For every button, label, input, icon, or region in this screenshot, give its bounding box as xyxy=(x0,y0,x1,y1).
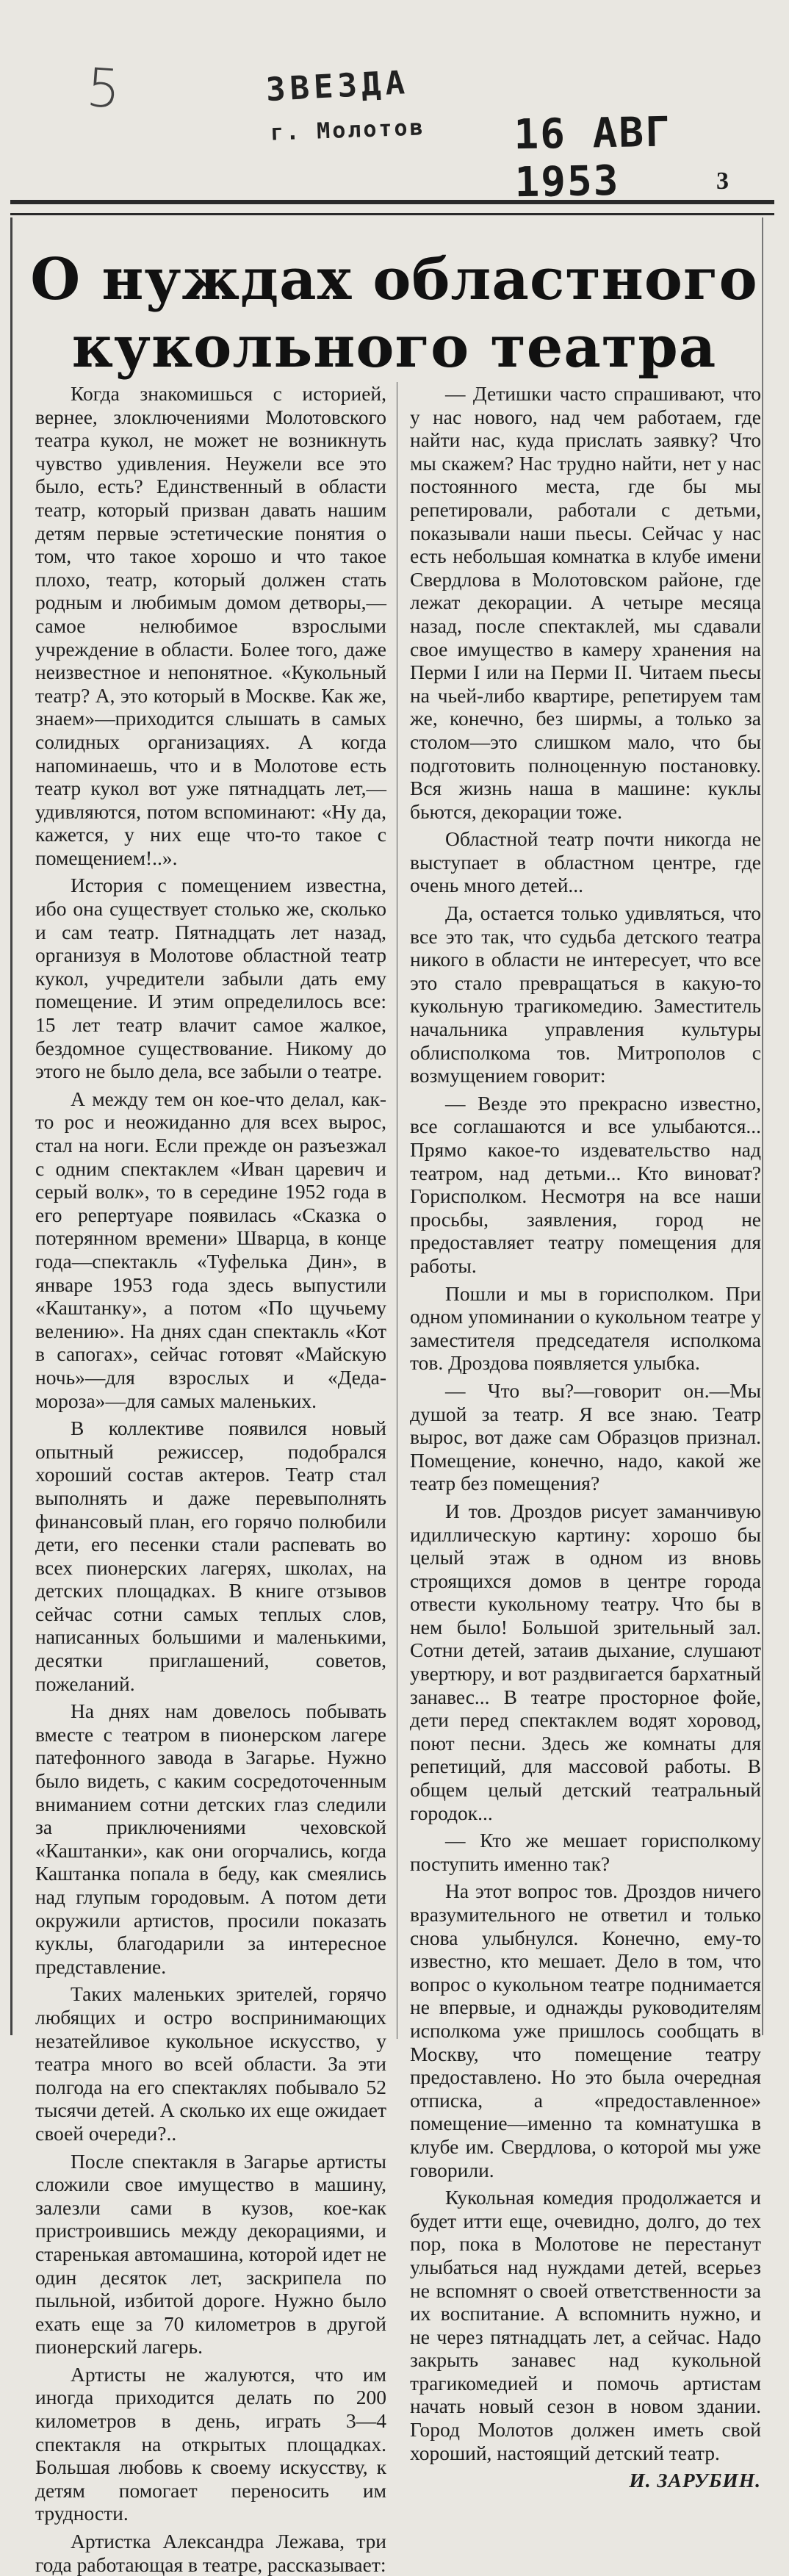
paragraph: — Кто же мешает горисполкому поступить именно так? xyxy=(410,1829,761,1875)
header-rule xyxy=(10,200,774,215)
paragraph: Таких маленьких зрителей, горячо любящих и остро воспринимающих незатейливое кукольное искусство, у театра много во всей области. За эти полгода на его спектаклях побывало 52 тысячи детей. А сколько их еще ожидает своей очереди?.. xyxy=(35,1982,386,2145)
newspaper-name-stamp: ЗВЕЗДА xyxy=(264,63,411,109)
paragraph: Кукольная комедия продолжается и будет итти еще, очевидно, долго, до тех пор, пока в Молотове не перестанут улыбаться над нуждами детей, всерьез не вспомнят о своей ответственности за их воспитание. А вспомнить нужно, и не через пятнадцать лет, а сейчас. Надо закрыть занавес над кукольной трагикомедией и помочь артистам начать новый сезон в новом здании. Город Молотов должен иметь свой хороший, настоящий детский театр. xyxy=(410,2186,761,2464)
paragraph: Артисты не жалуются, что им иногда приходится делать по 200 километров в день, играть 3—4 спектакля на открытых площадках. Большая любовь к своему искусству, к детям помогает переносить им трудности. xyxy=(35,2362,386,2525)
paragraph: А между тем он кое-что делал, как-то рос и неожиданно для всех вырос, стал на ноги. Если прежде он разъезжал с одним спектаклем «Иван царевич и серый волк», то в середине 1952 года в его репертуаре появилась «Сказка о потерянном времени» Шварца, в конце года—спектакль «Туфелька Дин», в январе 1953 года здесь выпустили «Каштанку», а потом «По щучьему велению». На днях сдан спектакль «Кот в сапогах», сейчас готовят «Майскую ночь»—для взрослых и «Деда-мороза»—для самых маленьких. xyxy=(35,1087,386,1412)
clipping-header xyxy=(0,0,788,213)
article-title xyxy=(0,246,788,381)
paragraph: На этот вопрос тов. Дроздов ничего вразумительного не ответил и только снова улыбнулся. Конечно, ему-то известно, кто мешает. Дело в том, что вопрос о кукольном театре поднимается не впервые, и однажды руководителям исполкома уже пришлось сообщать в Москву, что помещение театру предоставлено. Но это была очередная отписка, а «предоставленное» помещение—именно та комнатушка в клубе им. Свердлова, о которой мы уже говорили. xyxy=(410,1879,761,2181)
paragraph: — Что вы?—говорит он.—Мы душой за театр. Я все знаю. Театр вырос, вот даже сам Образцов признал. Помещение, конечно, надо, какой же театр без помещения? xyxy=(410,1378,761,1495)
handwritten-number: 5 xyxy=(84,56,123,120)
paragraph: После спектакля в Загарье артисты сложили свое имущество в машину, залезли сами в кузов, кое-как пристроившись между декорациями, и старенькая автомашина, которой идет не один десяток лет, заскрипела по пыльной, избитой дороге. Нужно было ехать еще за 70 километров в другой пионерский лагерь. xyxy=(35,2149,386,2359)
paragraph: Областной театр почти никогда не выступает в областном центре, где очень много детей... xyxy=(410,827,761,897)
paragraph: На днях нам довелось побывать вместе с театром в пионерском лагере патефонного завода в Загарье. Нужно было видеть, с каким сосредоточенным вниманием сотни детских глаз следили за приключениями чеховской «Каштанки», как они огорчались, когда Каштанка попала в беду, как смеялись над глупым городовым. А потом дети окружили артистов, просили показать куклы, благодарили за интересное представление. xyxy=(35,1699,386,1978)
article-title-line-2: кукольного театра xyxy=(71,314,717,381)
paragraph: Пошли и мы в горисполком. При одном упоминании о кукольном театре у заместителя председателя исполкома тов. Дроздова появляется улыбка. xyxy=(410,1281,761,1375)
page-number: 3 xyxy=(716,168,729,195)
author-signature: И. ЗАРУБИН. xyxy=(629,2469,761,2492)
newspaper-city-stamp: г. Молотов xyxy=(270,115,426,146)
paragraph: История с помещением известна, ибо она существует столько же, сколько и сам театр. Пятнадцать лет назад, организуя в Молотове областной театр кукол, учредители забыли дать ему помещение. И этим определилось все: 15 лет театр влачит самое жалкое, бездомное существование. Никому до этого не было дела, все забыли о театре. xyxy=(35,874,386,1083)
article-title-line-1: О нуждах областного xyxy=(30,246,758,313)
paragraph: — Детишки часто спрашивают, что у нас нового, над чем работаем, где найти нас, куда прислать заявку? Что мы скажем? Нас трудно найти, нет у нас постоянного места, где бы мы репетировали, работали с детьми, показывали наши пьесы. Сейчас у нас есть небольшая комнатка в клубе имени Свердлова в Молотовском районе, где лежат декорации. А четыре месяца назад, после спектаклей, мы сдавали свое имущество в камеру хранения на Перми I или на Перми II. Читаем пьесы на чьей-либо квартире, репетируем там же, конечно, без ширмы, а только за столом—это слишком мало, что бы подготовить полноценную постановку. Вся жизнь наша в машине: куклы бьются, декорации тоже. xyxy=(410,382,761,823)
paragraph: Артистка Александра Лежава, три года работающая в театре, рассказывает: xyxy=(35,2530,386,2576)
paragraph: Да, остается только удивляться, что все это так, что судьба детского театра никого в области не интересует, что все это стало превращаться в какую-то кукольную трагикомедию. Заместитель начальника управления культуры облисполкома тов. Митрополов с возмущением говорит: xyxy=(410,902,761,1087)
paragraph: Когда знакомишься с историей, вернее, злоключениями Молотовского театра кукол, не может не возникнуть чувство удивления. Неужели все это было, есть? Единственный в области театр, который призван давать нашим детям первые эстетические понятия о том, что такое хорошо и что такое плохо, театр, который должен стать родным и любимым домом детворы,—самое нелюбимое взрослыми учреждение в области. Более того, даже неизвестное и непонятное. «Кукольный театр? А, это который в Москве. Как же, знаем»—приходится слышать в самых солидных организациях. А когда напоминаешь, что и в Молотове есть театр кукол вот уже пятнадцать лет,—удивляются, потом вспоминают: «Ну да, кажется, у них еще что-то такое с помещением!..». xyxy=(35,382,386,869)
paragraph: — Везде это прекрасно известно, все соглашаются и все улыбаются... Прямо какое-то издевательство над театром, над детьми... Кто виноват? Горисполком. Несмотря на все наши просьбы, заявления, город не предоставляет театру помещения для работы. xyxy=(410,1091,761,1277)
date-stamp: 16 АВГ 1953 xyxy=(513,108,672,207)
article-column-left xyxy=(35,382,386,2576)
paragraph: В коллективе появился новый опытный режиссер, подобрался хороший состав актеров. Театр стал выполнять и даже перевыполнять финансовый план, его горячо полюбили дети, его песенки стали распевать во всех пионерских лагерях, школах, на детских площадках. В книге отзывов сейчас сотни самых теплых слов, написанных большими и маленькими, десятки приглашений, советов, пожеланий. xyxy=(35,1417,386,1695)
paragraph: И тов. Дроздов рисует заманчивую идиллическую картину: хорошо бы целый этаж в одном из вновь строящихся домов в центре города отвести кукольному театру. Что бы в нем было! Большой зрительный зал. Сотни детей, затаив дыхание, слушают увертюру, и вот раздвигается бархатный занавес... В театре просторное фойе, дети перед спектаклем водят хоровод, поют песни. Здесь же комнаты для репетиций, для массовой работы. В общем целый детский театральный городок... xyxy=(410,1499,761,1824)
article-column-right xyxy=(410,382,761,2492)
